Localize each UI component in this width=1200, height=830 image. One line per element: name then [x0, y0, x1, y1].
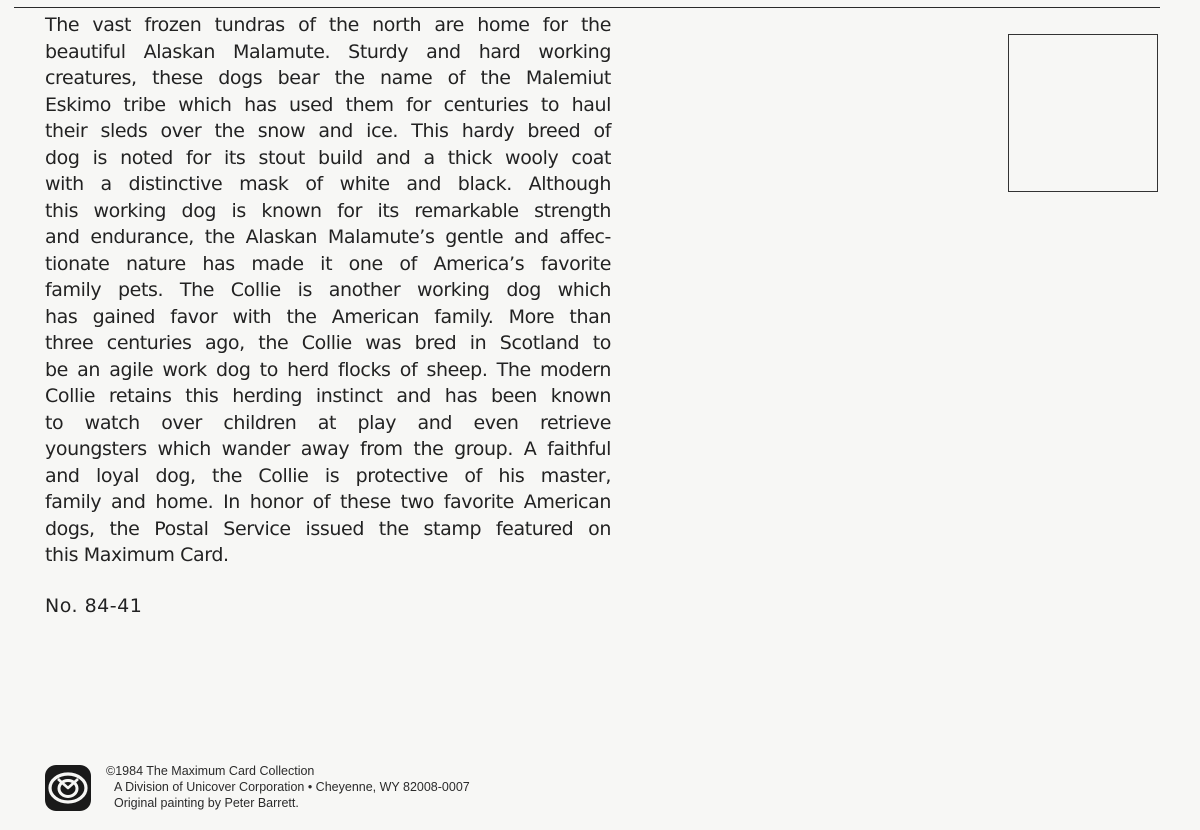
top-divider	[14, 7, 1160, 8]
card-number: No. 84-41	[45, 595, 143, 617]
stamp-placement-box	[1008, 34, 1158, 192]
description-line: family and home. In honor of these two favorite American	[45, 491, 611, 513]
description-line: dog is noted for its stout build and a thick wooly coat	[45, 146, 611, 169]
description-line: creatures, these dogs bear the name of the Malemiut	[45, 67, 611, 89]
description-line: be an agile work dog to herd flocks of sheep. The modern	[45, 358, 611, 381]
description-line: family pets. The Collie is another working dog which	[45, 279, 611, 301]
description-line: this working dog is known for its remarkable strength	[45, 199, 611, 222]
description-line: Collie retains this herding instinct and has been known	[45, 385, 611, 407]
description-line: beautiful Alaskan Malamute. Sturdy and hard working	[45, 40, 611, 63]
description-line: with a distinctive mask of white and black. Although	[45, 173, 611, 195]
copyright-line: ©1984 The Maximum Card Collection	[106, 764, 315, 778]
description-line: three centuries ago, the Collie was bred in Scotland to	[45, 332, 611, 354]
description-line: has gained favor with the American family. More than	[45, 305, 611, 328]
publisher-credits	[106, 763, 470, 811]
description-line: their sleds over the snow and ice. This hardy breed of	[45, 120, 611, 142]
description-line: The vast frozen tundras of the north are home for the	[45, 14, 611, 36]
description-line: youngsters which wander away from the group. A faithful	[45, 438, 611, 460]
description-line: dogs, the Postal Service issued the stamp featured on	[45, 517, 611, 540]
description-line: tionate nature has made it one of America’s favorite	[45, 252, 611, 275]
description-line: Eskimo tribe which has used them for centuries to haul	[45, 93, 611, 116]
card-description	[45, 12, 611, 569]
division-line: A Division of Unicover Corporation • Cheyenne, WY 82008-0007	[114, 780, 470, 794]
description-line: and endurance, the Alaskan Malamute’s gentle and affec-	[45, 226, 611, 248]
description-line: to watch over children at play and even retrieve	[45, 411, 611, 434]
description-line: and loyal dog, the Collie is protective of his master,	[45, 464, 611, 487]
description-line: this Maximum Card.	[45, 544, 229, 566]
painting-credit-line: Original painting by Peter Barrett.	[114, 796, 299, 810]
unicover-logo-icon	[44, 764, 92, 812]
